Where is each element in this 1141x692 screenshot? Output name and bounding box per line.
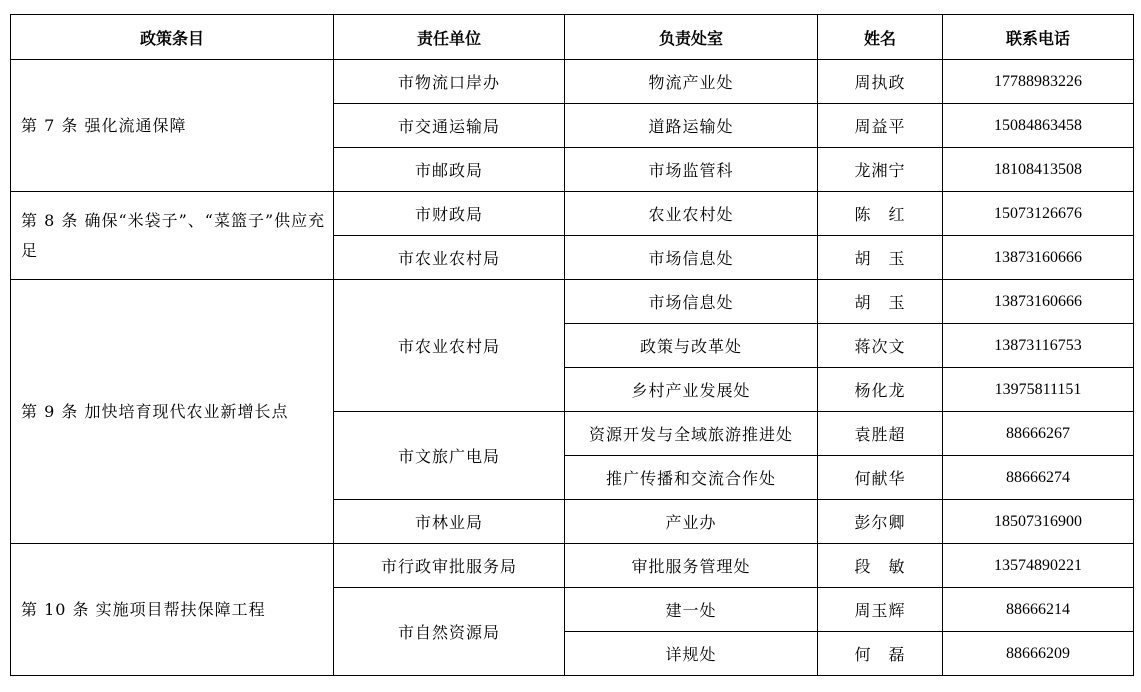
unit-cell: 市自然资源局 <box>334 588 565 676</box>
table-row <box>11 60 1134 104</box>
dept-cell: 资源开发与全域旅游推进处 <box>565 412 818 456</box>
dept-cell: 市场信息处 <box>565 280 818 324</box>
table-row <box>11 280 1134 324</box>
dept-cell: 建一处 <box>565 588 818 632</box>
header-name: 姓名 <box>818 15 943 60</box>
header-unit: 责任单位 <box>334 15 565 60</box>
policy-cell: 第 10 条 实施项目帮扶保障工程 <box>11 544 334 676</box>
dept-cell: 产业办 <box>565 500 818 544</box>
phone-cell: 88666267 <box>943 412 1134 456</box>
unit-cell: 市文旅广电局 <box>334 412 565 500</box>
name-cell: 杨化龙 <box>818 368 943 412</box>
name-cell: 蒋次文 <box>818 324 943 368</box>
phone-cell: 13873116753 <box>943 324 1134 368</box>
name-cell: 胡 玉 <box>818 236 943 280</box>
phone-cell: 15084863458 <box>943 104 1134 148</box>
header-policy: 政策条目 <box>11 15 334 60</box>
phone-cell: 88666214 <box>943 588 1134 632</box>
unit-cell: 市农业农村局 <box>334 280 565 412</box>
name-cell: 段 敏 <box>818 544 943 588</box>
dept-cell: 政策与改革处 <box>565 324 818 368</box>
unit-cell: 市行政审批服务局 <box>334 544 565 588</box>
name-cell: 袁胜超 <box>818 412 943 456</box>
contact-table <box>10 14 1134 676</box>
table-row <box>11 192 1134 236</box>
name-cell: 何 磊 <box>818 632 943 676</box>
dept-cell: 市场信息处 <box>565 236 818 280</box>
unit-cell: 市农业农村局 <box>334 236 565 280</box>
phone-cell: 18108413508 <box>943 148 1134 192</box>
unit-cell: 市邮政局 <box>334 148 565 192</box>
dept-cell: 详规处 <box>565 632 818 676</box>
dept-cell: 道路运输处 <box>565 104 818 148</box>
header-department: 负责处室 <box>565 15 818 60</box>
contact-table-container <box>10 14 1134 676</box>
phone-cell: 13574890221 <box>943 544 1134 588</box>
name-cell: 周益平 <box>818 104 943 148</box>
dept-cell: 推广传播和交流合作处 <box>565 456 818 500</box>
name-cell: 周玉辉 <box>818 588 943 632</box>
dept-cell: 市场监管科 <box>565 148 818 192</box>
name-cell: 龙湘宁 <box>818 148 943 192</box>
phone-cell: 88666209 <box>943 632 1134 676</box>
name-cell: 周执政 <box>818 60 943 104</box>
unit-cell: 市林业局 <box>334 500 565 544</box>
policy-cell: 第 9 条 加快培育现代农业新增长点 <box>11 280 334 544</box>
dept-cell: 审批服务管理处 <box>565 544 818 588</box>
phone-cell: 13975811151 <box>943 368 1134 412</box>
name-cell: 何献华 <box>818 456 943 500</box>
name-cell: 胡 玉 <box>818 280 943 324</box>
name-cell: 彭尔卿 <box>818 500 943 544</box>
phone-cell: 15073126676 <box>943 192 1134 236</box>
name-cell: 陈 红 <box>818 192 943 236</box>
phone-cell: 17788983226 <box>943 60 1134 104</box>
table-row <box>11 544 1134 588</box>
phone-cell: 13873160666 <box>943 280 1134 324</box>
header-phone: 联系电话 <box>943 15 1134 60</box>
phone-cell: 18507316900 <box>943 500 1134 544</box>
phone-cell: 13873160666 <box>943 236 1134 280</box>
header-row <box>11 15 1134 60</box>
phone-cell: 88666274 <box>943 456 1134 500</box>
policy-cell: 第 8 条 确保“米袋子”、“菜篮子”供应充足 <box>11 192 334 280</box>
unit-cell: 市物流口岸办 <box>334 60 565 104</box>
unit-cell: 市财政局 <box>334 192 565 236</box>
unit-cell: 市交通运输局 <box>334 104 565 148</box>
dept-cell: 物流产业处 <box>565 60 818 104</box>
dept-cell: 乡村产业发展处 <box>565 368 818 412</box>
policy-cell: 第 7 条 强化流通保障 <box>11 60 334 192</box>
dept-cell: 农业农村处 <box>565 192 818 236</box>
